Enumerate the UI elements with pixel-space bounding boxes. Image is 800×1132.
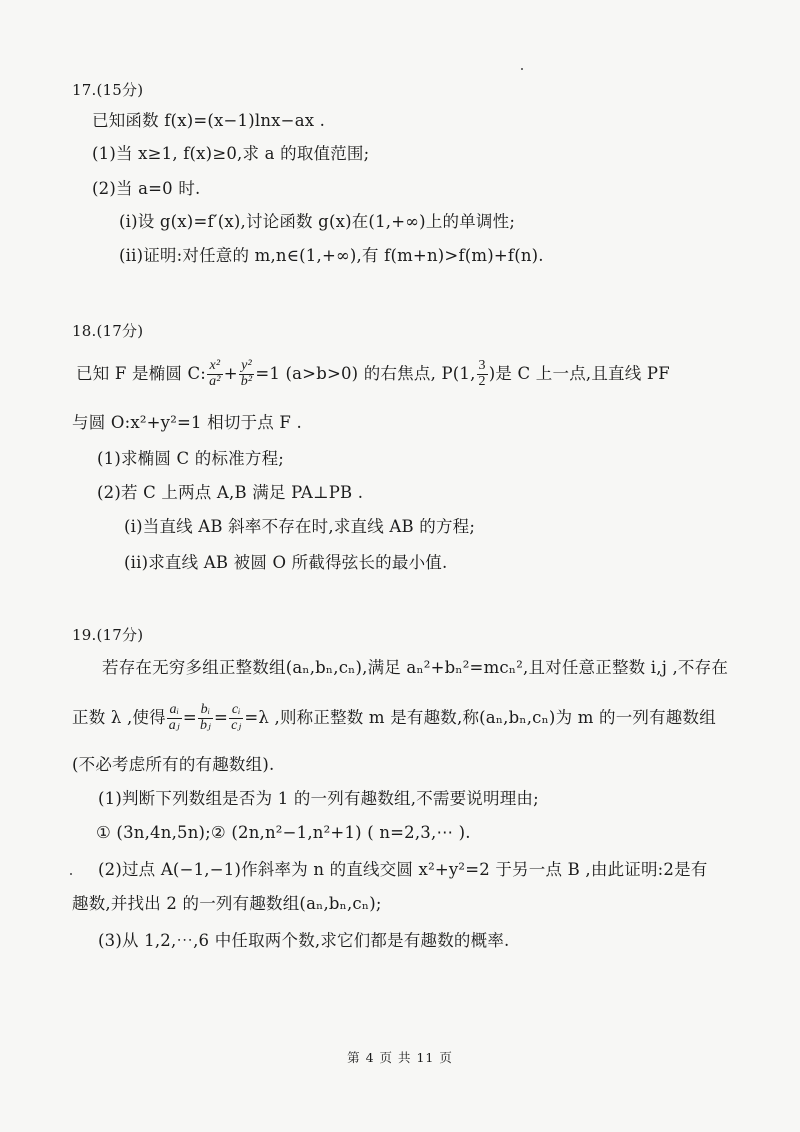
q17-part-2ii: (ii)证明:对任意的 m,n∈(1,+∞),有 f(m+n)>f(m)+f(n). xyxy=(119,246,544,265)
ellipse-x-fraction xyxy=(207,359,223,389)
ratio-equals-1: = xyxy=(182,708,197,727)
q19-stem-2b: =λ ,则称正整数 m 是有趣数,称(aₙ,bₙ,cₙ)为 m 的一列有趣数组 xyxy=(244,708,716,727)
q18-stem-line-2: 与圆 O:x²+y²=1 相切于点 F . xyxy=(72,413,302,432)
ratio-a-numerator: aᵢ xyxy=(169,702,180,718)
ratio-b-denominator: bⱼ xyxy=(199,718,212,733)
ratio-b-numerator: bᵢ xyxy=(200,702,211,718)
q19-stem-line-2 xyxy=(72,696,716,740)
q18-part-2i: (i)当直线 AB 斜率不存在时,求直线 AB 的方程; xyxy=(124,517,476,536)
page-number-footer: 第 4 页 共 11 页 xyxy=(347,1050,453,1065)
ellipse-y-denominator: b² xyxy=(240,374,253,389)
q19-stem-line-3: (不必考虑所有的有趣数组). xyxy=(72,755,275,774)
scan-speck xyxy=(70,873,72,875)
q19-header: 19.(17分) xyxy=(72,626,144,644)
q18-part-2: (2)若 C 上两点 A,B 满足 PA⊥PB . xyxy=(97,483,364,502)
ratio-c-numerator: cᵢ xyxy=(231,702,241,718)
q18-stem-line-1 xyxy=(76,352,670,396)
q19-part-2-line-2: 趣数,并找出 2 的一列有趣数组(aₙ,bₙ,cₙ); xyxy=(72,894,382,913)
ratio-equals-2: = xyxy=(214,708,229,727)
q17-header: 17.(15分) xyxy=(72,81,144,99)
ellipse-y-numerator: y² xyxy=(241,358,252,374)
q19-stem-line-1: 若存在无穷多组正整数组(aₙ,bₙ,cₙ),满足 aₙ²+bₙ²=mcₙ²,且对任意正整数 i,j ,不存在 xyxy=(102,658,729,677)
ellipse-y-fraction xyxy=(239,359,255,389)
point-p-denominator: 2 xyxy=(478,374,486,389)
ellipse-x-numerator: x² xyxy=(209,358,221,374)
scan-speck xyxy=(521,68,523,70)
q17-part-2: (2)当 a=0 时. xyxy=(92,179,201,198)
ratio-a-denominator: aⱼ xyxy=(168,718,180,733)
ratio-b-fraction xyxy=(198,703,213,733)
q18-part-1: (1)求椭圆 C 的标准方程; xyxy=(97,449,285,468)
q19-part-1: (1)判断下列数组是否为 1 的一列有趣数组,不需要说明理由; xyxy=(98,789,539,808)
q19-part-2-line-1: (2)过点 A(−1,−1)作斜率为 n 的直线交圆 x²+y²=2 于另一点 B ,由此证明:2是有 xyxy=(98,860,708,879)
q18-part-2ii: (ii)求直线 AB 被圆 O 所截得弦长的最小值. xyxy=(124,553,448,572)
q18-stem-c: )是 C 上一点,且直线 PF xyxy=(488,364,670,383)
q18-stem-b: =1 (a>b>0) 的右焦点, P(1, xyxy=(255,364,476,383)
q17-part-1: (1)当 x≥1, f(x)≥0,求 a 的取值范围; xyxy=(92,144,370,163)
q18-stem-a: 已知 F 是椭圆 C: xyxy=(76,364,207,383)
q17-part-2i: (i)设 g(x)=f′(x),讨论函数 g(x)在(1,+∞)上的单调性; xyxy=(119,212,516,231)
q19-part-1-items: ① (3n,4n,5n);② (2n,n²−1,n²+1) ( n=2,3,⋯ ). xyxy=(96,823,471,842)
q19-part-3: (3)从 1,2,⋯,6 中任取两个数,求它们都是有趣数的概率. xyxy=(98,931,510,950)
point-p-fraction xyxy=(477,359,488,389)
ellipse-x-denominator: a² xyxy=(209,374,221,389)
q19-stem-2a: 正数 λ ,使得 xyxy=(72,708,166,727)
ratio-a-fraction xyxy=(167,703,182,733)
point-p-numerator: 3 xyxy=(478,358,486,374)
ratio-c-fraction xyxy=(229,703,243,733)
ratio-c-denominator: cⱼ xyxy=(231,718,242,733)
ellipse-plus: + xyxy=(223,364,238,383)
q17-stem: 已知函数 f(x)=(x−1)lnx−ax . xyxy=(92,111,326,130)
q18-header: 18.(17分) xyxy=(72,322,144,340)
